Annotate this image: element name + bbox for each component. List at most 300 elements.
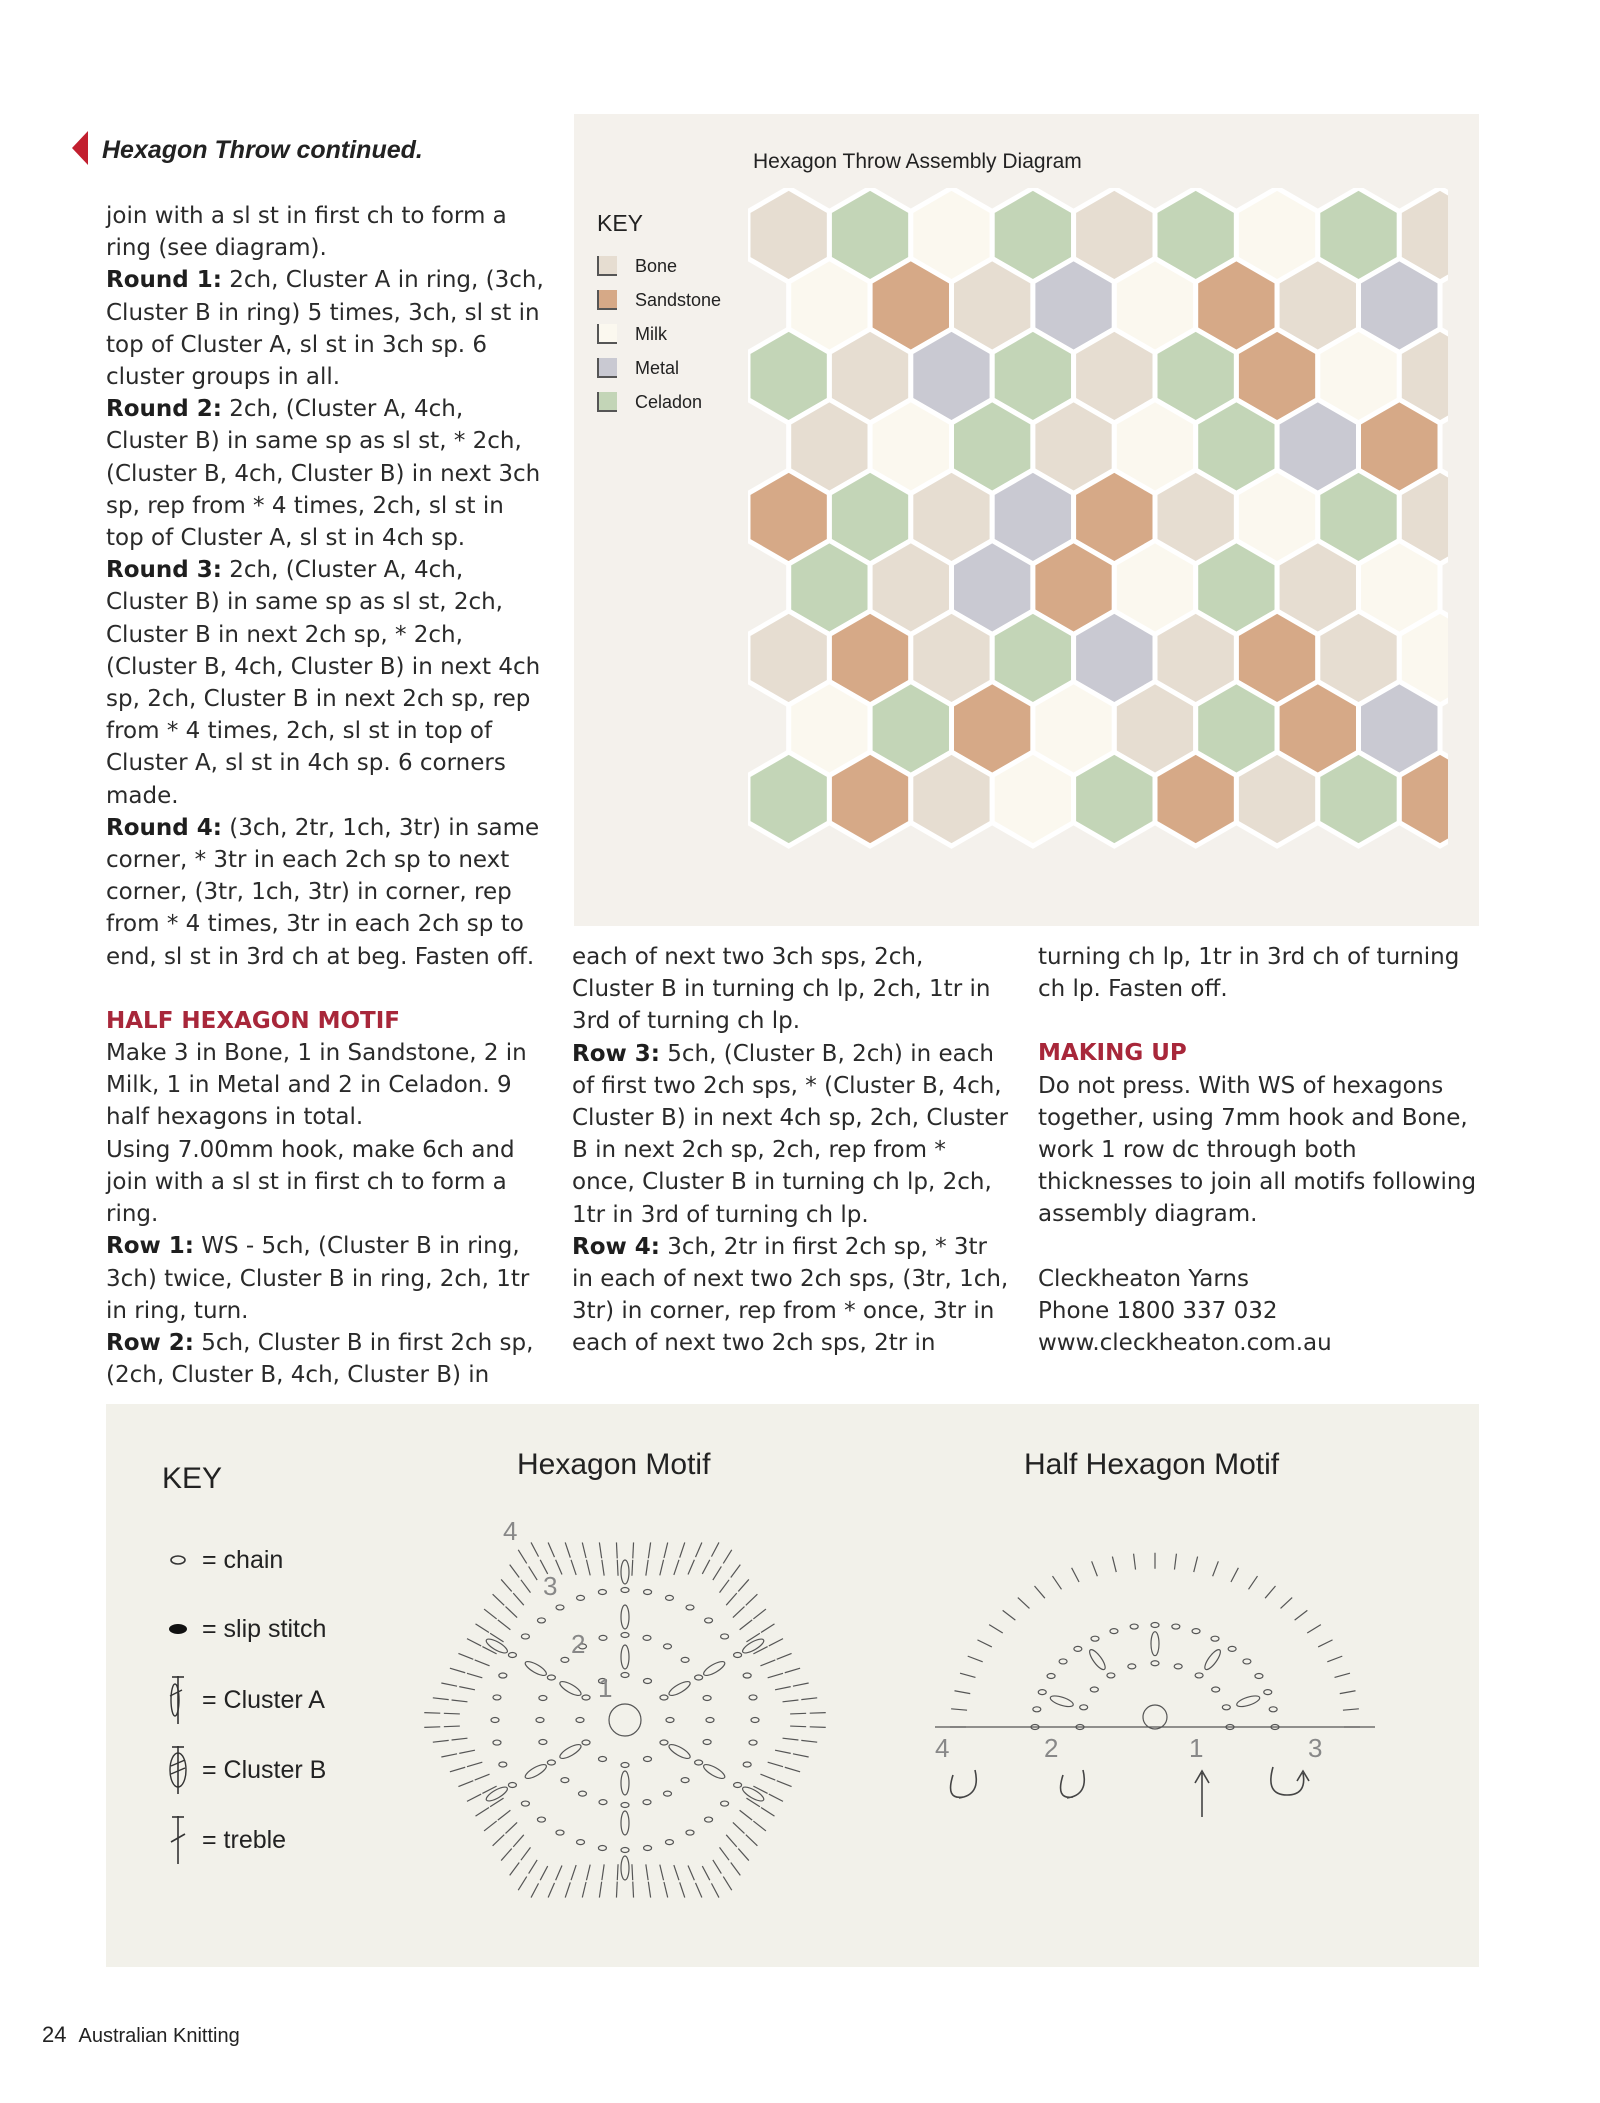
- treble-stitch: [726, 1835, 737, 1847]
- treble-stitch: [602, 1864, 604, 1880]
- treble-stitch: [467, 1794, 481, 1801]
- treble-stitch: [769, 1794, 783, 1801]
- treble-stitch: [1318, 1640, 1332, 1647]
- treble-stitch: [688, 1560, 694, 1575]
- chain-stitch: [695, 1675, 703, 1680]
- row-4: Row 4: 3ch, 2tr in first 2ch sp, * 3tr in each of next two 2ch sps, (3tr, 1ch, 3tr) in corner, rep from * once, 3tr in each of next two 2ch sps, 2tr in: [572, 1233, 1009, 1357]
- treble-stitch: [648, 1542, 650, 1558]
- key-cluster-a: = Cluster A: [160, 1680, 325, 1720]
- chain-stitch: [547, 1760, 555, 1765]
- treble-stitch: [775, 1687, 791, 1690]
- treble-stitch: [674, 1865, 679, 1880]
- row-1-label: 1: [1189, 1733, 1204, 1763]
- treble-stitch: [783, 1738, 799, 1740]
- treble-stitch: [582, 1882, 586, 1898]
- treble-stitch: [1018, 1598, 1030, 1609]
- cluster-stitch: [702, 1762, 727, 1781]
- cluster-stitch: [702, 1659, 727, 1678]
- treble-stitch: [1281, 1598, 1293, 1609]
- chain-stitch: [1080, 1705, 1088, 1710]
- chain-stitch: [499, 1762, 507, 1767]
- swatch-sandstone: [597, 290, 617, 310]
- chain-stitch: [705, 1817, 713, 1822]
- treble-stitch: [510, 1862, 520, 1875]
- chain-stitch: [734, 1653, 742, 1658]
- chain-stitch: [644, 1589, 652, 1594]
- chain-stitch: [556, 1830, 564, 1835]
- chain-stitch: [582, 1740, 590, 1745]
- chain-stitch: [537, 1618, 545, 1623]
- treble-stitch: [586, 1560, 590, 1576]
- stitch-key-title: KEY: [162, 1462, 223, 1495]
- treble-stitch: [760, 1774, 775, 1780]
- chain-stitch: [1211, 1636, 1219, 1641]
- cluster-stitch: [621, 1605, 629, 1629]
- swatch-metal: [597, 358, 617, 378]
- treble-stitch: [617, 1560, 618, 1576]
- chain-stitch: [666, 1718, 674, 1723]
- round-3-label: 3: [543, 1571, 558, 1601]
- chain-stitch: [536, 1718, 544, 1723]
- treble-stitch: [1072, 1568, 1079, 1582]
- treble-stitch: [632, 1864, 633, 1880]
- chain-stitch: [561, 1778, 569, 1783]
- treble-stitch: [688, 1866, 694, 1881]
- round-1-label: 1: [598, 1673, 613, 1703]
- chain-stitch: [493, 1695, 501, 1700]
- chain-stitch: [582, 1695, 590, 1700]
- treble-stitch: [968, 1656, 983, 1662]
- chain-stitch: [521, 1801, 529, 1806]
- treble-stitch: [664, 1882, 668, 1898]
- treble-stitch: [475, 1774, 490, 1780]
- hexagon-tile: [911, 752, 992, 846]
- treble-stitch: [490, 1633, 503, 1642]
- treble-stitch: [617, 1864, 618, 1880]
- treble-stitch: [521, 1847, 531, 1860]
- chain-stitch: [1033, 1707, 1041, 1712]
- treble-stitch: [1053, 1576, 1062, 1589]
- treble-stitch: [476, 1624, 489, 1633]
- treble-stitch: [790, 1713, 806, 1714]
- cluster-stitch: [741, 1637, 766, 1656]
- treble-stitch: [753, 1609, 766, 1619]
- treble-stitch: [484, 1821, 497, 1831]
- chain-stitch: [537, 1817, 545, 1822]
- cluster-stitch: [621, 1811, 629, 1835]
- swatch-milk: [597, 324, 617, 344]
- treble-stitch: [646, 1864, 648, 1880]
- chain-stitch: [705, 1618, 713, 1623]
- treble-stitch: [531, 1542, 538, 1556]
- chain-stitch: [749, 1695, 757, 1700]
- treble-stitch: [761, 1624, 774, 1633]
- treble-stitch: [452, 1738, 468, 1740]
- treble-stitch: [450, 1668, 465, 1673]
- treble-stitch: [556, 1866, 562, 1881]
- treble-stitch: [482, 1786, 496, 1793]
- hexagon-tile: [1318, 752, 1400, 846]
- treble-stitch: [989, 1625, 1003, 1633]
- treble-stitch: [441, 1683, 457, 1686]
- treble-stitch: [731, 1565, 741, 1578]
- treble-stitch: [506, 1607, 518, 1618]
- treble-stitch: [571, 1560, 576, 1575]
- treble-stitch: [548, 1542, 554, 1557]
- chain-stitch: [561, 1657, 569, 1662]
- chain-stitch: [1151, 1623, 1159, 1628]
- treble-stitch: [599, 1882, 601, 1898]
- chain-stitch: [664, 1644, 672, 1649]
- treble-stitch: [1112, 1557, 1116, 1573]
- treble-stitch: [484, 1609, 497, 1619]
- treble-stitch: [713, 1566, 722, 1580]
- cluster-stitch: [558, 1679, 583, 1698]
- chain-stitch: [706, 1718, 714, 1723]
- treble-stitch: [769, 1639, 783, 1646]
- chain-stitch: [1110, 1629, 1118, 1634]
- treble-stitch: [740, 1810, 753, 1820]
- chain-stitch: [1038, 1690, 1046, 1695]
- chain-stitch: [681, 1657, 689, 1662]
- round-2-label: 2: [571, 1629, 586, 1659]
- treble-stitch: [475, 1660, 490, 1666]
- continued-header: Hexagon Throw continued.: [72, 136, 423, 165]
- chain-stitch: [749, 1740, 757, 1745]
- treble-stitch: [529, 1566, 538, 1580]
- chain-stitch: [491, 1718, 499, 1723]
- back-arrow-icon: [72, 131, 88, 165]
- cluster-stitch: [1049, 1694, 1074, 1709]
- chain-stitch: [493, 1740, 501, 1745]
- chain-stitch: [643, 1800, 651, 1805]
- chain-stitch: [1174, 1664, 1182, 1669]
- treble-stitch: [785, 1668, 800, 1673]
- treble-stitch: [1134, 1554, 1136, 1570]
- chain-stitch: [703, 1739, 711, 1744]
- company-name: Cleckheaton Yarns: [1038, 1265, 1249, 1292]
- chain-stitch: [1090, 1687, 1098, 1692]
- swatch-bone: [597, 256, 617, 276]
- row-2: Row 2: 5ch, Cluster B in first 2ch sp, (2ch, Cluster B, 4ch, Cluster B) in: [106, 1329, 534, 1389]
- key-row-sandstone: Sandstone: [597, 283, 721, 317]
- treble-stitch: [731, 1862, 741, 1875]
- key-chain: = chain: [160, 1540, 283, 1580]
- starting-ring: [609, 1704, 641, 1736]
- treble-stitch: [696, 1542, 702, 1557]
- making-up-heading: MAKING UP: [1038, 1040, 1187, 1067]
- treble-stitch: [960, 1673, 975, 1677]
- cluster-stitch: [741, 1785, 766, 1804]
- treble-stitch: [424, 1727, 440, 1728]
- chain-stitch: [1212, 1687, 1220, 1692]
- hexagon-tile: [829, 752, 910, 846]
- treble-stitch: [977, 1640, 991, 1647]
- chain-stitch: [1264, 1690, 1272, 1695]
- chain-stitch: [621, 1848, 629, 1853]
- cluster-stitch: [1151, 1632, 1159, 1656]
- treble-stitch: [777, 1653, 792, 1659]
- page-number: 24: [42, 2022, 67, 2047]
- treble-stitch: [648, 1882, 650, 1898]
- treble-stitch: [493, 1594, 505, 1605]
- treble-stitch: [467, 1673, 482, 1678]
- half-hook-text: Using 7.00mm hook, make 6ch and join with a sl st in first ch to form a ring.: [106, 1136, 515, 1228]
- treble-stitch: [498, 1810, 511, 1820]
- treble-stitch: [490, 1798, 503, 1807]
- treble-stitch: [565, 1542, 570, 1557]
- treble-stitch: [793, 1754, 809, 1757]
- treble-stitch: [674, 1560, 679, 1575]
- chain-stitch: [1195, 1673, 1203, 1678]
- chain-stitch: [1243, 1659, 1251, 1664]
- chain-stitch: [686, 1830, 694, 1835]
- treble-stitch: [450, 1767, 465, 1772]
- treble-stitch: [768, 1762, 783, 1767]
- treble-stitch: [753, 1786, 767, 1793]
- column-3: [1038, 941, 1478, 1359]
- half-hexagon-motif-title: Half Hexagon Motif: [1024, 1448, 1280, 1481]
- treble-stitch: [720, 1847, 730, 1860]
- chain-stitch: [665, 1840, 673, 1845]
- hexagon-tile: [748, 752, 829, 846]
- chain-stitch: [644, 1679, 652, 1684]
- round-2: Round 2: 2ch, (Cluster A, 4ch, Cluster B) in same sp as sl st, * 2ch, (Cluster B, 4ch, Cluster B) in next 3ch sp, rep from * 4 times, 2ch, sl st in top of Cluster A, sl st in 4ch sp.: [106, 396, 541, 552]
- treble-stitch: [746, 1798, 759, 1807]
- cluster-b-icon: [164, 1744, 192, 1796]
- treble-stitch: [711, 1883, 718, 1897]
- treble-stitch: [761, 1808, 774, 1817]
- key-row-celadon: Celadon: [597, 385, 721, 419]
- chain-stitch: [721, 1801, 729, 1806]
- hexagon-tile: [1236, 752, 1317, 846]
- key-row-bone: Bone: [597, 249, 721, 283]
- intro-text: join with a sl st in first ch to form a ring (see diagram).: [106, 203, 507, 262]
- hexagon-assembly-grid: [748, 188, 1448, 858]
- treble-stitch: [521, 1580, 531, 1593]
- making-up-text: Do not press. With WS of hexagons together, using 7mm hook and Bone, work 1 row dc through both thicknesses to join all motifs following assembly diagram.: [1038, 1072, 1477, 1228]
- treble-stitch: [1340, 1691, 1356, 1694]
- treble-stitch: [753, 1821, 766, 1831]
- treble-stitch: [1343, 1709, 1359, 1710]
- treble-stitch: [633, 1882, 634, 1898]
- chain-stitch: [547, 1675, 555, 1680]
- treble-stitch: [529, 1860, 538, 1874]
- cluster-stitch: [1236, 1694, 1261, 1709]
- round-1: Round 1: 2ch, Cluster A in ring, (3ch, Cluster B in ring) 5 times, 3ch, sl st in top of Cluster A, sl st in 3ch sp. 6 cluster groups in all.: [106, 267, 544, 391]
- treble-stitch: [702, 1560, 709, 1574]
- turn-arrow-icon: [1061, 1770, 1085, 1798]
- round-4-label: 4: [503, 1516, 518, 1546]
- treble-stitch: [616, 1542, 617, 1558]
- cluster-stitch: [523, 1659, 548, 1678]
- page-footer: [42, 2022, 240, 2048]
- treble-stitch: [702, 1866, 709, 1880]
- treble-stitch: [746, 1633, 759, 1642]
- chain-stitch: [1228, 1646, 1236, 1651]
- treble-stitch: [548, 1883, 554, 1898]
- treble-stitch: [801, 1698, 817, 1700]
- chain-stitch: [1047, 1674, 1055, 1679]
- treble-stitch: [660, 1865, 664, 1881]
- treble-stitch: [1249, 1576, 1258, 1589]
- chain-stitch: [576, 1718, 584, 1723]
- cluster-stitch: [484, 1785, 509, 1804]
- chain-stitch: [1269, 1707, 1277, 1712]
- treble-stitch: [1295, 1610, 1308, 1620]
- treble-stitch: [599, 1542, 601, 1558]
- treble-stitch: [498, 1620, 511, 1630]
- treble-stitch: [660, 1560, 664, 1576]
- chain-stitch: [556, 1605, 564, 1610]
- row-3: Row 3: 5ch, (Cluster B, 2ch) in each of first two 2ch sps, * (Cluster B, 4ch, Cluster B) in next 4ch sp, 2ch, Cluster B in next 2ch sp, 2ch, rep from * once, Cluster B in turning ch lp, 2ch, 1tr in 3rd of turning ch lp.: [572, 1040, 1009, 1228]
- column-2: [572, 941, 1012, 1360]
- treble-stitch: [793, 1683, 809, 1686]
- key-row-milk: Milk: [597, 317, 721, 351]
- assembly-key: [597, 210, 721, 419]
- cluster-stitch: [523, 1762, 548, 1781]
- magazine-name: Australian Knitting: [78, 2025, 240, 2047]
- treble-stitch: [493, 1835, 505, 1846]
- chain-stitch: [1128, 1664, 1136, 1669]
- treble-stitch: [433, 1698, 449, 1700]
- hexagon-tile: [992, 752, 1073, 846]
- treble-stitch: [790, 1726, 806, 1727]
- chain-stitch: [579, 1791, 587, 1796]
- assembly-diagram-title: Hexagon Throw Assembly Diagram: [753, 150, 1082, 173]
- treble-stitch: [482, 1647, 496, 1654]
- chain-stitch: [703, 1696, 711, 1701]
- treble-stitch: [777, 1781, 792, 1787]
- row-3-label: 3: [1308, 1733, 1323, 1763]
- treble-stitch: [459, 1687, 475, 1690]
- treble-stitch: [801, 1740, 817, 1742]
- cluster-stitch: [621, 1645, 629, 1669]
- treble-stitch: [753, 1647, 767, 1654]
- treble-stitch: [458, 1781, 473, 1787]
- treble-stitch: [720, 1580, 730, 1593]
- company-website[interactable]: www.cleckheaton.com.au: [1038, 1330, 1332, 1357]
- chain-icon: [168, 1554, 188, 1566]
- treble-stitch: [602, 1560, 604, 1576]
- treble-stitch: [696, 1883, 702, 1898]
- hexagon-tile: [1074, 752, 1155, 846]
- treble-stitch: [1327, 1656, 1342, 1662]
- hexagon-motif-title: Hexagon Motif: [517, 1448, 711, 1481]
- chain-stitch: [681, 1778, 689, 1783]
- chain-stitch: [743, 1673, 751, 1678]
- treble-stitch: [760, 1660, 775, 1666]
- chain-stitch: [621, 1803, 629, 1808]
- treble-stitch: [775, 1750, 791, 1753]
- chain-stitch: [621, 1633, 629, 1638]
- chain-stitch: [644, 1846, 652, 1851]
- chain-stitch: [1059, 1659, 1067, 1664]
- chain-stitch: [665, 1595, 673, 1600]
- row-1: Row 1: WS - 5ch, (Cluster B in ring, 3ch) twice, Cluster B in ring, 2ch, 1tr in ring, turn.: [106, 1233, 530, 1324]
- treble-stitch: [740, 1620, 753, 1630]
- turn-arrow-icon: [1271, 1767, 1309, 1795]
- treble-stitch: [501, 1849, 512, 1861]
- key-treble: = treble: [160, 1820, 286, 1860]
- round-4: Round 4: (3ch, 2tr, 1ch, 3tr) in same corner, * 3tr in each 2ch sp to next corner, (3tr, 1ch, 3tr) in corner, rep from * 4 times, 3tr in each 2ch sp to end, sl st in 3rd ch at beg. Fasten off.: [106, 814, 540, 970]
- chain-stitch: [508, 1783, 516, 1788]
- chain-stitch: [1255, 1674, 1263, 1679]
- treble-stitch: [768, 1673, 783, 1678]
- treble-stitch: [733, 1822, 745, 1833]
- treble-stitch: [1335, 1673, 1350, 1677]
- treble-stitch: [518, 1550, 527, 1564]
- treble-stitch: [746, 1835, 758, 1846]
- chain-stitch: [1130, 1624, 1138, 1629]
- cluster-stitch: [667, 1742, 692, 1761]
- swatch-celadon: [597, 392, 617, 412]
- treble-stitch: [467, 1762, 482, 1767]
- slip-stitch-icon: [167, 1622, 189, 1636]
- treble-stitch: [1265, 1586, 1275, 1598]
- treble-stitch: [571, 1865, 576, 1880]
- chain-stitch: [1151, 1661, 1159, 1666]
- treble-stitch: [711, 1542, 718, 1556]
- treble-stitch: [433, 1740, 449, 1742]
- treble-stitch: [1003, 1610, 1016, 1620]
- treble-stitch: [810, 1727, 826, 1728]
- cluster-stitch: [667, 1679, 692, 1698]
- treble-stitch: [510, 1565, 520, 1578]
- chain-stitch: [508, 1653, 516, 1658]
- chain-stitch: [1107, 1673, 1115, 1678]
- company-phone: Phone 1800 337 032: [1038, 1297, 1278, 1324]
- chain-stitch: [621, 1673, 629, 1678]
- treble-stitch: [444, 1726, 460, 1727]
- cluster-stitch: [621, 1856, 629, 1880]
- treble-stitch: [565, 1882, 570, 1897]
- chain-stitch: [598, 1589, 606, 1594]
- starting-ring: [1143, 1705, 1167, 1729]
- chain-stitch: [721, 1634, 729, 1639]
- treble-stitch: [513, 1835, 524, 1847]
- chain-stitch: [577, 1595, 585, 1600]
- row-4-continued: turning ch lp, 1tr in 3rd ch of turning ch lp. Fasten off.: [1038, 944, 1460, 1003]
- cluster-stitch: [558, 1742, 583, 1761]
- chain-stitch: [695, 1760, 703, 1765]
- chain-stitch: [599, 1800, 607, 1805]
- half-hexagon-motif-chart: [915, 1505, 1395, 1825]
- treble-stitch: [540, 1866, 547, 1880]
- treble-stitch: [444, 1713, 460, 1714]
- treble-stitch: [951, 1709, 967, 1710]
- key-slip-stitch: = slip stitch: [160, 1609, 326, 1649]
- treble-stitch: [723, 1550, 732, 1564]
- chain-stitch: [621, 1588, 629, 1593]
- treble-stitch: [518, 1877, 527, 1891]
- treble-stitch: [424, 1713, 440, 1714]
- chain-stitch: [1222, 1705, 1230, 1710]
- treble-stitch: [1092, 1561, 1098, 1576]
- chain-stitch: [643, 1635, 651, 1640]
- treble-stitch: [783, 1700, 799, 1702]
- treble-stitch: [1213, 1561, 1219, 1576]
- row-2-continued: each of next two 3ch sps, 2ch, Cluster B in turning ch lp, 2ch, 1tr in 3rd of turning ch lp.: [572, 944, 991, 1035]
- chain-stitch: [599, 1635, 607, 1640]
- up-arrow-icon: [1195, 1771, 1209, 1817]
- chain-stitch: [743, 1762, 751, 1767]
- treble-stitch: [746, 1594, 758, 1605]
- treble-stitch: [713, 1860, 722, 1874]
- treble-stitch: [1307, 1625, 1321, 1633]
- hexagon-motif-chart: [385, 1505, 865, 1935]
- treble-stitch: [1174, 1554, 1176, 1570]
